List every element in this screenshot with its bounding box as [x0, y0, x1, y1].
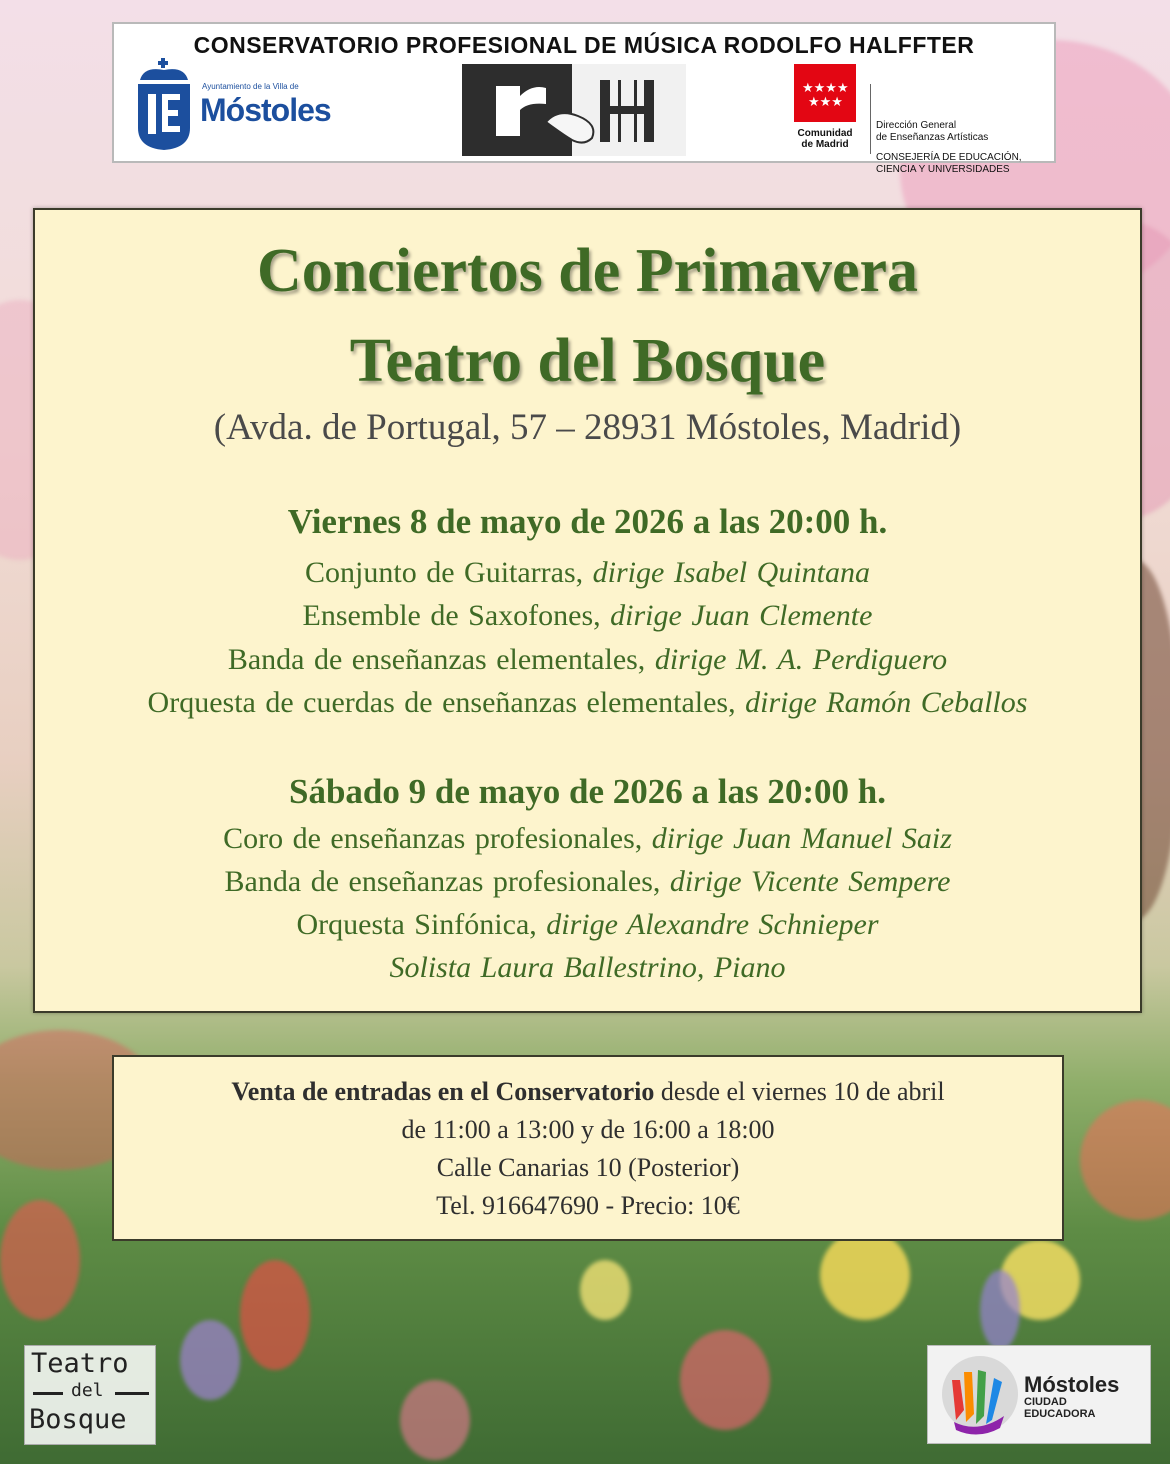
- header-banner: [112, 22, 1056, 175]
- program-line: Coro de enseñanzas profesionales, dirige Juan Manuel Saiz: [223, 822, 952, 855]
- madrid-department: Dirección General de Enseñanzas Artísticas: [876, 120, 989, 143]
- teatro-del-bosque-logo: Teatro del Bosque: [24, 1345, 156, 1445]
- program-line: Ensemble de Saxofones, dirige Juan Clemente: [302, 599, 873, 632]
- soloist-line: Solista Laura Ballestrino, Piano: [389, 951, 786, 984]
- madrid-separator: [870, 84, 871, 154]
- mostoles-name: Móstoles: [200, 92, 331, 128]
- madrid-stars-flag-icon: [790, 62, 860, 124]
- day-heading-friday: Viernes 8 de mayo de 2026 a las 20:00 h.: [287, 502, 888, 541]
- madrid-ministry: CONSEJERÍA DE EDUCACIÓN, CIENCIA Y UNIVERSIDADES: [876, 152, 1022, 175]
- event-title: Conciertos de Primavera: [256, 237, 919, 305]
- conservatory-title: CONSERVATORIO PROFESIONAL DE MÚSICA RODOLFO HALFFTER: [193, 32, 975, 58]
- rodolfo-halffter-logo: [462, 64, 686, 156]
- mostoles-subtitle: Ayuntamiento de la Villa de: [202, 82, 299, 91]
- mostoles-ciudad-educadora-logo: Móstoles CIUDAD EDUCADORA: [927, 1345, 1151, 1444]
- venue-address: (Avda. de Portugal, 57 – 28931 Móstoles, Madrid): [213, 407, 962, 448]
- venue-title: Teatro del Bosque: [349, 327, 826, 395]
- logo-bar: [115, 1392, 149, 1395]
- svg-text:★★★: ★★★: [808, 95, 843, 110]
- ticket-hours-line: de 11:00 a 13:00 y de 16:00 a 18:00: [401, 1115, 775, 1144]
- program-line: Orquesta de cuerdas de enseñanzas elementales, dirige Ramón Ceballos: [147, 686, 1028, 719]
- program-line: Banda de enseñanzas profesionales, dirige Vicente Sempere: [224, 865, 951, 898]
- comunidad-madrid-logo: [790, 62, 1050, 175]
- svg-text:★★★★: ★★★★: [802, 81, 849, 96]
- program-line: Conjunto de Guitarras, dirige Isabel Quintana: [305, 556, 870, 589]
- hands-globe-icon: [934, 1350, 1024, 1440]
- logo-bar: [33, 1392, 63, 1395]
- ticket-info-box: [112, 1055, 1064, 1241]
- concert-info-box: [33, 208, 1142, 1013]
- mostoles-crest-icon: [134, 58, 194, 152]
- program-line: Banda de enseñanzas elementales, dirige M. A. Perdiguero: [227, 643, 948, 676]
- mostoles-logo: [134, 58, 354, 152]
- ticket-address-line: Calle Canarias 10 (Posterior): [436, 1153, 740, 1182]
- program-line: Orquesta Sinfónica, dirige Alexandre Schnieper: [296, 908, 879, 941]
- ticket-phone-price-line: Tel. 916647690 - Precio: 10€: [436, 1191, 740, 1220]
- comunidad-madrid-label: Comunidad de Madrid: [797, 128, 853, 150]
- day-heading-saturday: Sábado 9 de mayo de 2026 a las 20:00 h.: [288, 772, 887, 811]
- ticket-sale-line: Venta de entradas en el Conservatorio desde el viernes 10 de abril: [231, 1077, 945, 1106]
